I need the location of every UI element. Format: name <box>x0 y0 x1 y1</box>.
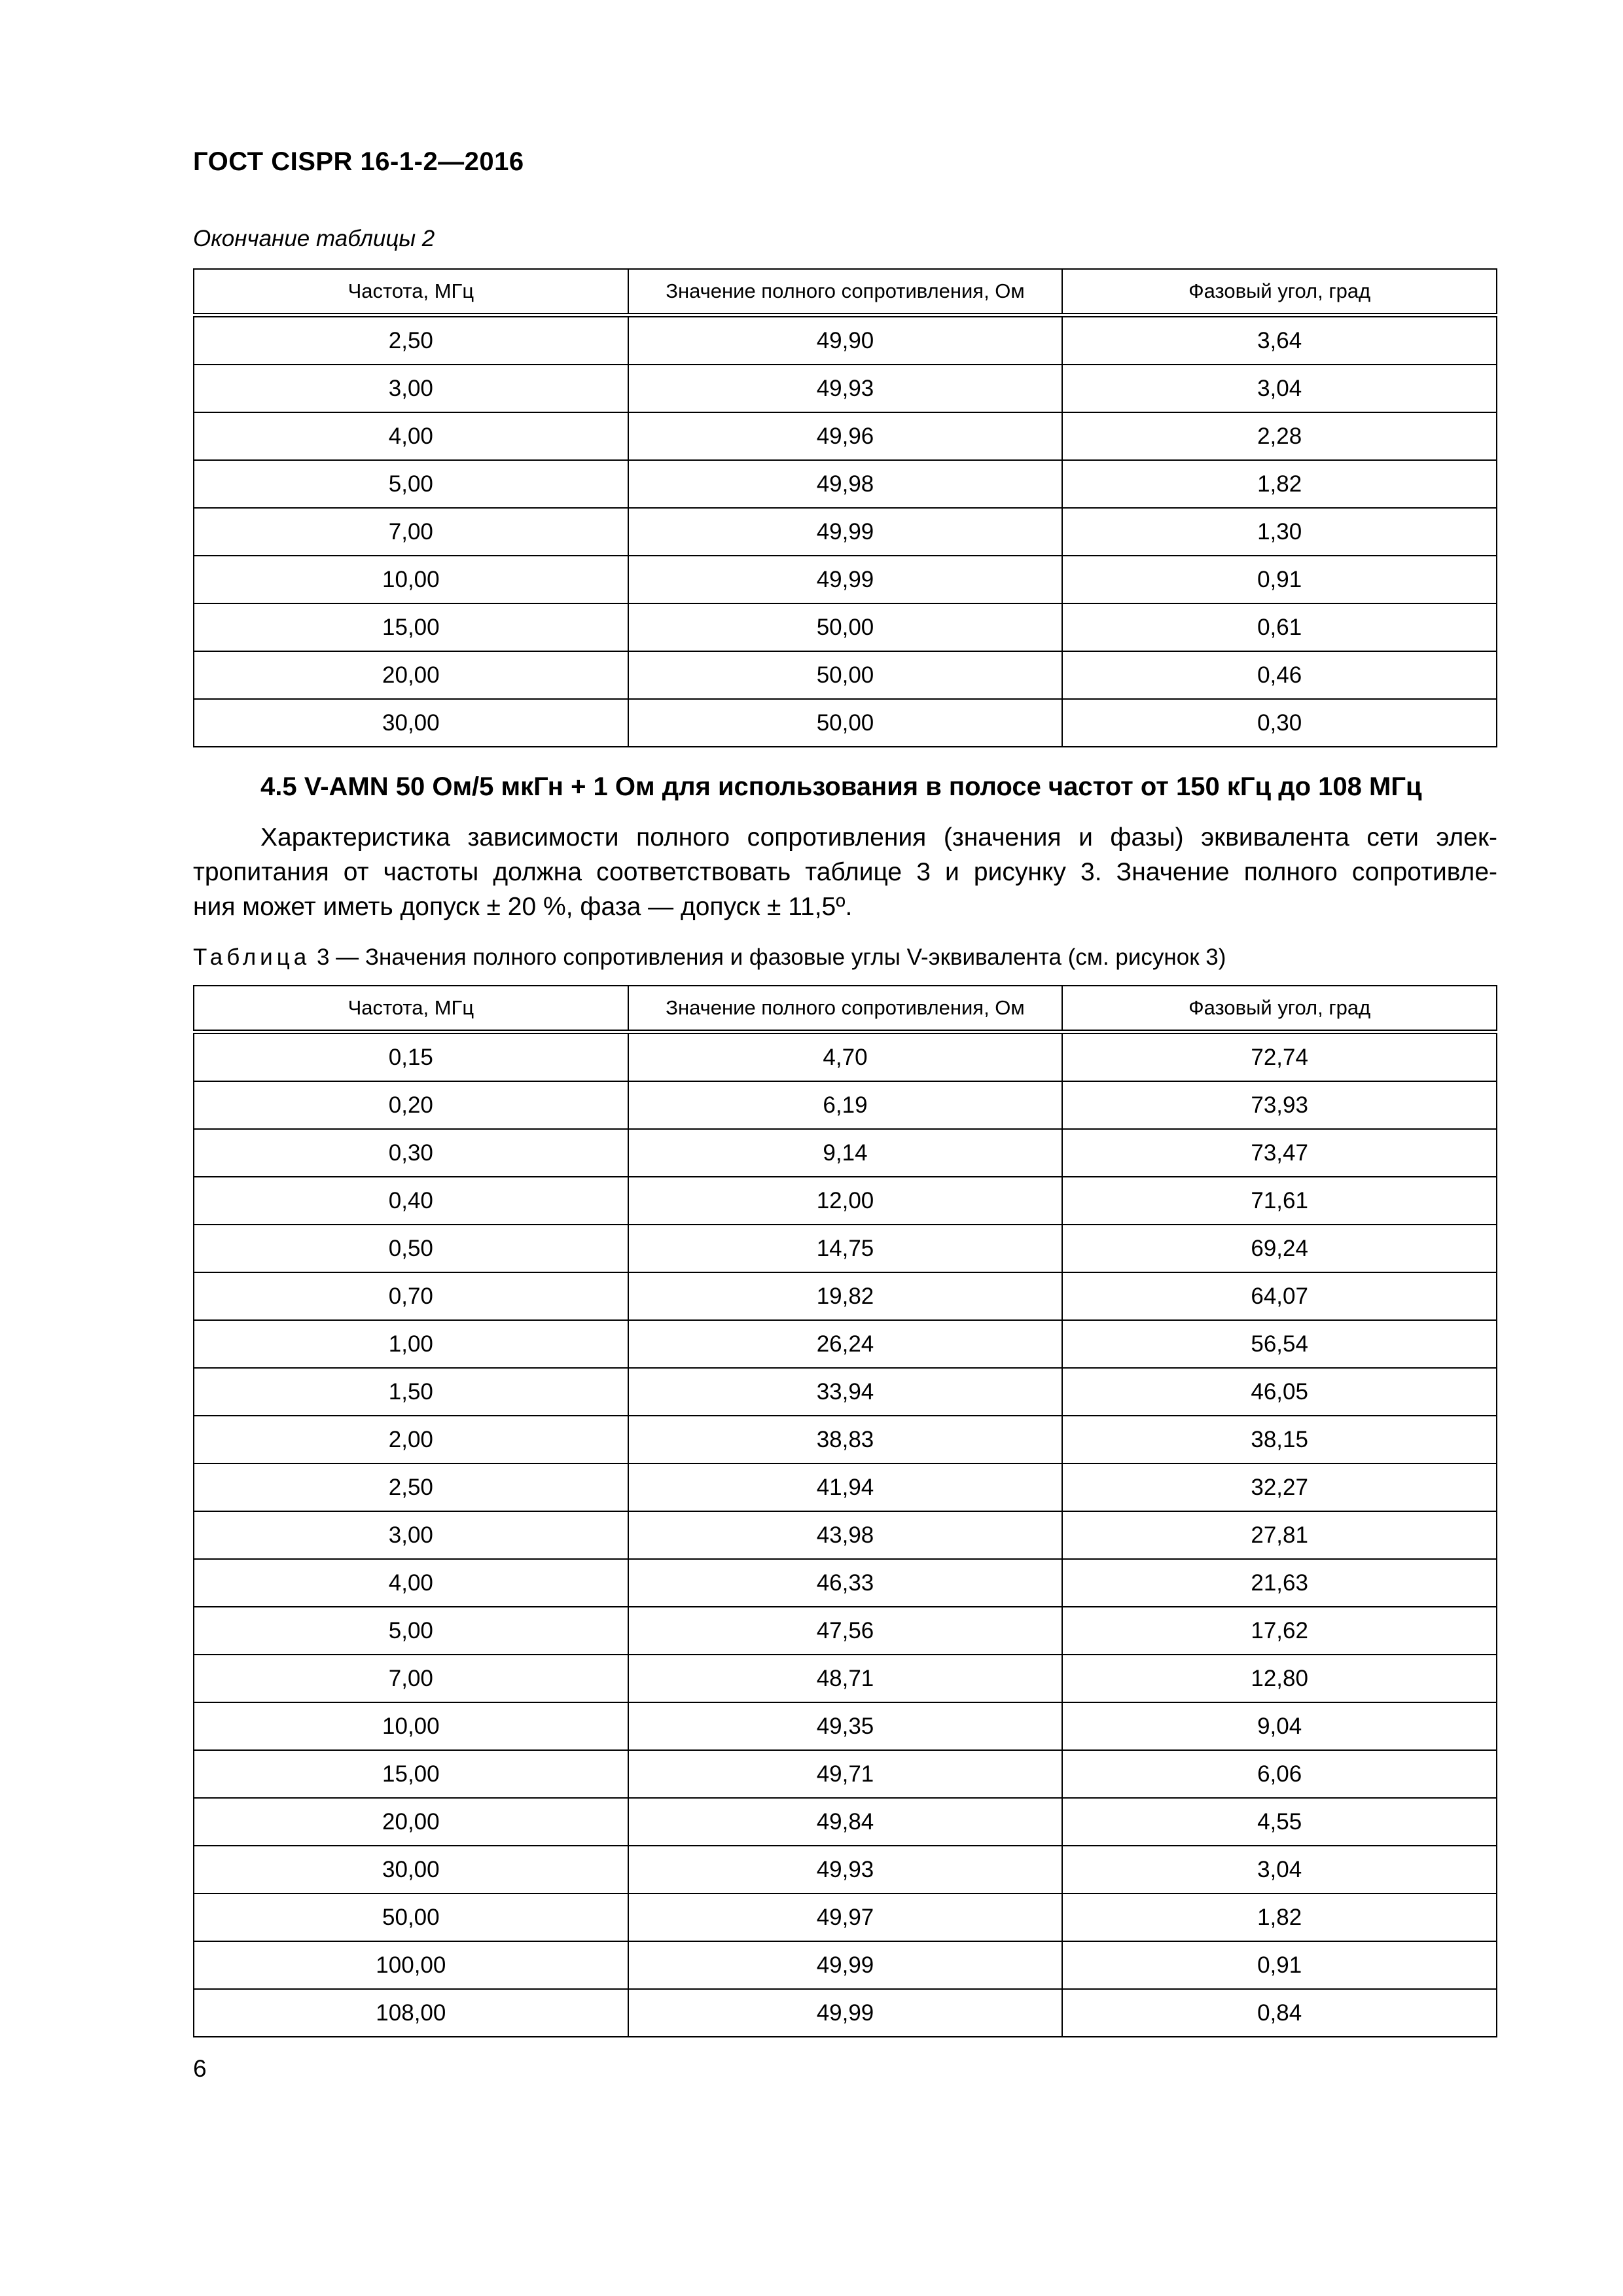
paragraph-line: тропитания от частоты должна соответствовать таблице 3 и рисунку 3. Значение полного сопротивле- <box>193 858 1497 886</box>
table-row <box>194 1607 1497 1655</box>
column-header-impedance: Значение полного сопротивления, Ом <box>628 986 1063 1032</box>
cell-impedance: 49,93 <box>628 365 1063 412</box>
column-header-phase-angle: Фазовый угол, град <box>1062 986 1497 1032</box>
cell-frequency: 20,00 <box>194 651 628 699</box>
table-row <box>194 460 1497 508</box>
cell-phase-angle: 46,05 <box>1062 1368 1497 1416</box>
table-row <box>194 1320 1497 1368</box>
cell-impedance: 49,99 <box>628 1989 1063 2037</box>
cell-phase-angle: 1,30 <box>1062 508 1497 556</box>
table-row <box>194 603 1497 651</box>
table3-caption-text: 3 — Значения полного сопротивления и фазовые углы V-эквивалента (см. рисунок 3) <box>310 944 1226 970</box>
table3-caption-label: Таблица <box>193 944 311 970</box>
cell-frequency: 3,00 <box>194 365 628 412</box>
table2-continuation-caption: Окончание таблицы 2 <box>193 226 435 251</box>
cell-phase-angle: 0,30 <box>1062 699 1497 747</box>
document-header: ГОСТ CISPR 16-1-2—2016 <box>193 147 524 176</box>
table-row <box>194 1989 1497 2037</box>
cell-frequency: 10,00 <box>194 1702 628 1750</box>
table3-body <box>194 1032 1497 2037</box>
table-row <box>194 1272 1497 1320</box>
cell-frequency: 100,00 <box>194 1941 628 1989</box>
column-header-phase-angle: Фазовый угол, град <box>1062 269 1497 315</box>
cell-frequency: 7,00 <box>194 1655 628 1702</box>
cell-impedance: 49,99 <box>628 556 1063 603</box>
cell-frequency: 108,00 <box>194 1989 628 2037</box>
table-row <box>194 556 1497 603</box>
cell-impedance: 33,94 <box>628 1368 1063 1416</box>
table-row <box>194 1463 1497 1511</box>
paragraph-line: ния может иметь допуск ± 20 %, фаза — допуск ± 11,5º. <box>193 893 853 921</box>
cell-phase-angle: 6,06 <box>1062 1750 1497 1798</box>
cell-impedance: 49,71 <box>628 1750 1063 1798</box>
table-row <box>194 412 1497 460</box>
table-row <box>194 315 1497 365</box>
cell-phase-angle: 0,61 <box>1062 603 1497 651</box>
cell-phase-angle: 0,46 <box>1062 651 1497 699</box>
cell-phase-angle: 0,91 <box>1062 1941 1497 1989</box>
cell-frequency: 5,00 <box>194 460 628 508</box>
cell-frequency: 1,00 <box>194 1320 628 1368</box>
section-heading: 4.5 V-AMN 50 Ом/5 мкГн + 1 Ом для использования в полосе частот от 150 кГц до 108 МГц <box>260 772 1422 801</box>
cell-frequency: 30,00 <box>194 699 628 747</box>
cell-impedance: 47,56 <box>628 1607 1063 1655</box>
cell-frequency: 5,00 <box>194 1607 628 1655</box>
column-header-frequency: Частота, МГц <box>194 986 628 1032</box>
cell-impedance: 9,14 <box>628 1129 1063 1177</box>
table-row <box>194 1225 1497 1272</box>
cell-impedance: 26,24 <box>628 1320 1063 1368</box>
table-row <box>194 1846 1497 1893</box>
table2-impedance <box>193 268 1497 747</box>
cell-impedance: 49,99 <box>628 1941 1063 1989</box>
cell-impedance: 49,35 <box>628 1702 1063 1750</box>
cell-phase-angle: 73,93 <box>1062 1081 1497 1129</box>
table-row <box>194 1559 1497 1607</box>
cell-phase-angle: 21,63 <box>1062 1559 1497 1607</box>
cell-frequency: 0,30 <box>194 1129 628 1177</box>
cell-frequency: 10,00 <box>194 556 628 603</box>
cell-phase-angle: 71,61 <box>1062 1177 1497 1225</box>
cell-impedance: 19,82 <box>628 1272 1063 1320</box>
table-row <box>194 1032 1497 1082</box>
cell-frequency: 2,50 <box>194 315 628 365</box>
column-header-impedance: Значение полного сопротивления, Ом <box>628 269 1063 315</box>
cell-impedance: 48,71 <box>628 1655 1063 1702</box>
cell-frequency: 0,70 <box>194 1272 628 1320</box>
cell-phase-angle: 3,04 <box>1062 365 1497 412</box>
cell-impedance: 46,33 <box>628 1559 1063 1607</box>
cell-impedance: 49,97 <box>628 1893 1063 1941</box>
cell-frequency: 4,00 <box>194 1559 628 1607</box>
cell-frequency: 0,50 <box>194 1225 628 1272</box>
cell-phase-angle: 56,54 <box>1062 1320 1497 1368</box>
table-row <box>194 1750 1497 1798</box>
cell-frequency: 30,00 <box>194 1846 628 1893</box>
cell-frequency: 2,00 <box>194 1416 628 1463</box>
cell-impedance: 50,00 <box>628 603 1063 651</box>
cell-impedance: 50,00 <box>628 651 1063 699</box>
table-row <box>194 1702 1497 1750</box>
cell-impedance: 49,99 <box>628 508 1063 556</box>
cell-impedance: 43,98 <box>628 1511 1063 1559</box>
cell-impedance: 49,98 <box>628 460 1063 508</box>
table-row <box>194 508 1497 556</box>
cell-impedance: 50,00 <box>628 699 1063 747</box>
cell-phase-angle: 73,47 <box>1062 1129 1497 1177</box>
page-number: 6 <box>193 2055 207 2082</box>
column-header-frequency: Частота, МГц <box>194 269 628 315</box>
cell-phase-angle: 4,55 <box>1062 1798 1497 1846</box>
cell-phase-angle: 12,80 <box>1062 1655 1497 1702</box>
table-row <box>194 1416 1497 1463</box>
cell-phase-angle: 3,04 <box>1062 1846 1497 1893</box>
cell-impedance: 49,84 <box>628 1798 1063 1846</box>
cell-phase-angle: 72,74 <box>1062 1032 1497 1082</box>
cell-impedance: 49,96 <box>628 412 1063 460</box>
cell-phase-angle: 2,28 <box>1062 412 1497 460</box>
cell-phase-angle: 1,82 <box>1062 460 1497 508</box>
cell-phase-angle: 9,04 <box>1062 1702 1497 1750</box>
cell-frequency: 2,50 <box>194 1463 628 1511</box>
table-row <box>194 699 1497 747</box>
cell-frequency: 3,00 <box>194 1511 628 1559</box>
cell-frequency: 0,40 <box>194 1177 628 1225</box>
cell-phase-angle: 1,82 <box>1062 1893 1497 1941</box>
cell-impedance: 38,83 <box>628 1416 1063 1463</box>
table2-body <box>194 315 1497 747</box>
table-row <box>194 1511 1497 1559</box>
section-paragraph <box>193 820 1497 924</box>
cell-frequency: 20,00 <box>194 1798 628 1846</box>
table-row <box>194 1368 1497 1416</box>
cell-phase-angle: 0,91 <box>1062 556 1497 603</box>
cell-impedance: 14,75 <box>628 1225 1063 1272</box>
table-row <box>194 1129 1497 1177</box>
paragraph-line: Характеристика зависимости полного сопротивления (значения и фазы) эквивалента сети элек- <box>260 823 1497 852</box>
cell-frequency: 0,20 <box>194 1081 628 1129</box>
cell-phase-angle: 0,84 <box>1062 1989 1497 2037</box>
table-row <box>194 1941 1497 1989</box>
table3-impedance <box>193 985 1497 2037</box>
cell-phase-angle: 27,81 <box>1062 1511 1497 1559</box>
table-header-row <box>194 986 1497 1032</box>
table-row <box>194 1655 1497 1702</box>
table-row <box>194 1177 1497 1225</box>
cell-phase-angle: 64,07 <box>1062 1272 1497 1320</box>
cell-phase-angle: 38,15 <box>1062 1416 1497 1463</box>
cell-impedance: 49,90 <box>628 315 1063 365</box>
cell-impedance: 4,70 <box>628 1032 1063 1082</box>
cell-frequency: 0,15 <box>194 1032 628 1082</box>
table-row <box>194 1893 1497 1941</box>
table-row <box>194 1081 1497 1129</box>
table3-caption <box>193 944 1226 971</box>
cell-phase-angle: 17,62 <box>1062 1607 1497 1655</box>
cell-impedance: 41,94 <box>628 1463 1063 1511</box>
cell-frequency: 1,50 <box>194 1368 628 1416</box>
cell-frequency: 7,00 <box>194 508 628 556</box>
cell-impedance: 49,93 <box>628 1846 1063 1893</box>
cell-frequency: 15,00 <box>194 603 628 651</box>
cell-phase-angle: 32,27 <box>1062 1463 1497 1511</box>
cell-frequency: 50,00 <box>194 1893 628 1941</box>
cell-frequency: 15,00 <box>194 1750 628 1798</box>
table-header-row <box>194 269 1497 315</box>
cell-frequency: 4,00 <box>194 412 628 460</box>
cell-impedance: 12,00 <box>628 1177 1063 1225</box>
table-row <box>194 651 1497 699</box>
cell-impedance: 6,19 <box>628 1081 1063 1129</box>
cell-phase-angle: 3,64 <box>1062 315 1497 365</box>
table-row <box>194 365 1497 412</box>
table-row <box>194 1798 1497 1846</box>
cell-phase-angle: 69,24 <box>1062 1225 1497 1272</box>
